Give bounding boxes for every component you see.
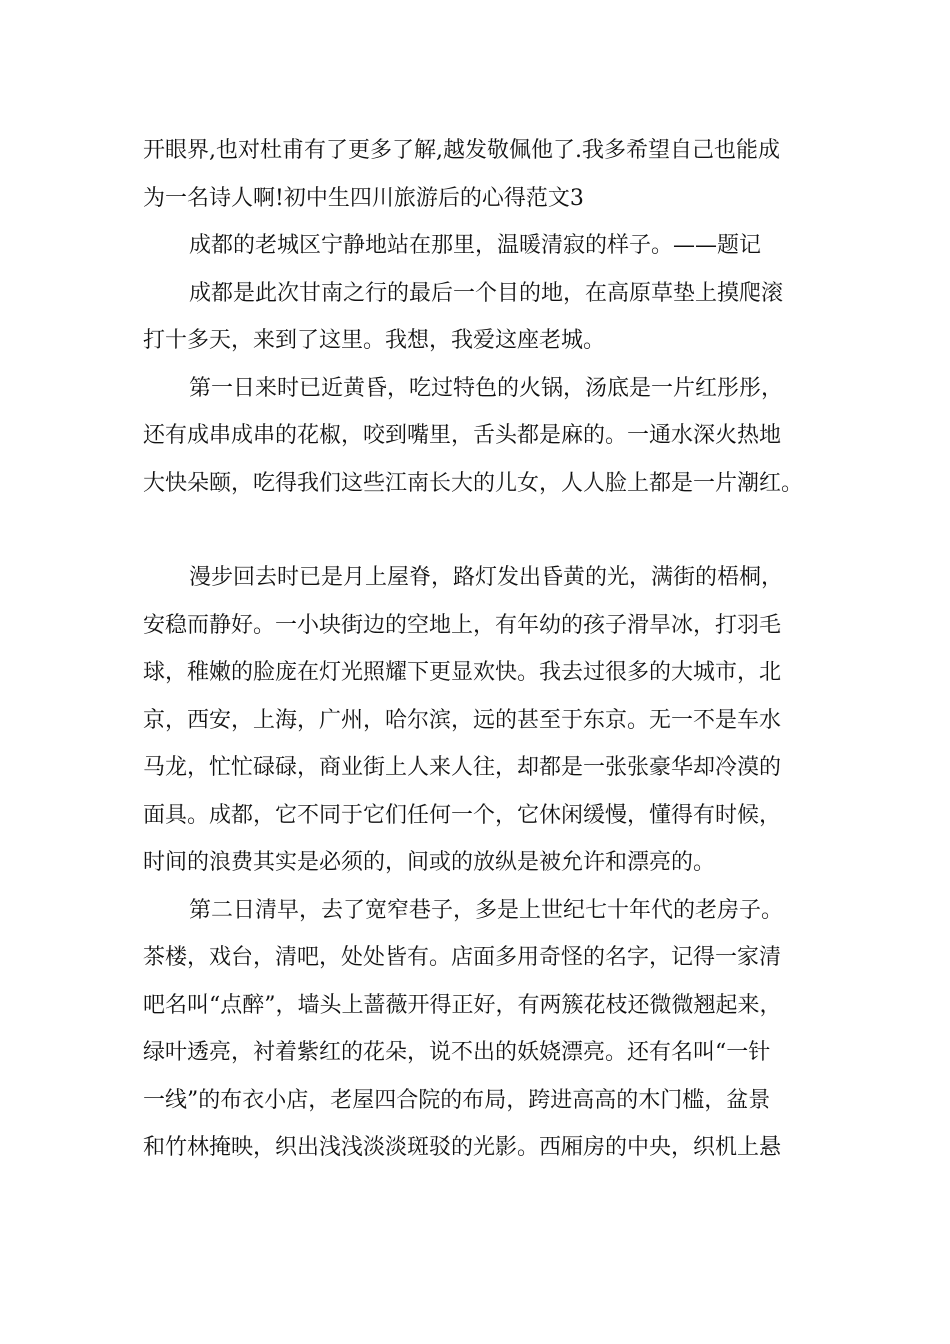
text-line: 第一日来时已近黄昏，吃过特色的火锅，汤底是一片红彤彤， bbox=[189, 375, 784, 401]
text-line: 球，稚嫩的脸庞在灯光照耀下更显欢快。我去过很多的大城市，北 bbox=[143, 660, 782, 685]
text-line: 马龙，忙忙碌碌，商业街上人来人往，却都是一张张豪华却冷漠的 bbox=[143, 755, 782, 780]
text-line: 一线”的布衣小店，老屋四合院的布局，跨进高高的木门槛，盆景 bbox=[143, 1087, 771, 1113]
text-line: 绿叶透亮，衬着紫红的花朵，说不出的妖娆漂亮。还有名叫“一针 bbox=[143, 1040, 771, 1065]
text-line: 第二日清早，去了宽窄巷子，多是上世纪七十年代的老房子。 bbox=[189, 897, 784, 923]
text-line: 开眼界,也对杜甫有了更多了解,越发敬佩他了.我多希望自己也能成 bbox=[143, 138, 780, 163]
text-section-a bbox=[143, 127, 823, 507]
text-line: 漫步回去时已是月上屋脊，路灯发出昏黄的光，满街的梧桐， bbox=[189, 565, 784, 590]
text-section-b bbox=[143, 554, 823, 1172]
text-line: 吧名叫“点醉”，墙头上蔷薇开得正好，有两簇花枝还微微翘起来， bbox=[143, 992, 782, 1018]
text-line: 还有成串成串的花椒，咬到嘴里，舌头都是麻的。一通水深火热地 bbox=[143, 423, 782, 448]
text-line: 安稳而静好。一小块街边的空地上，有年幼的孩子滑旱冰，打羽毛 bbox=[143, 612, 782, 638]
text-line: 为一名诗人啊!初中生四川旅游后的心得范文3 bbox=[143, 185, 584, 211]
text-line: 时间的浪费其实是必须的，间或的放纵是被允许和漂亮的。 bbox=[143, 850, 716, 875]
text-line: 打十多天，来到了这里。我想，我爱这座老城。 bbox=[143, 328, 606, 353]
text-line: 成都的老城区宁静地站在那里，温暖清寂的样子。——题记 bbox=[189, 233, 762, 258]
text-line: 和竹林掩映，织出浅浅淡淡斑驳的光影。西厢房的中央，织机上悬 bbox=[143, 1135, 782, 1160]
text-line: 面具。成都，它不同于它们任何一个，它休闲缓慢，懂得有时候， bbox=[143, 802, 782, 828]
text-line: 大快朵颐，吃得我们这些江南长大的儿女，人人脸上都是一片潮红。 bbox=[143, 470, 804, 496]
text-line: 成都是此次甘南之行的最后一个目的地，在高原草垫上摸爬滚 bbox=[189, 280, 784, 306]
text-line: 茶楼，戏台，清吧，处处皆有。店面多用奇怪的名字，记得一家清 bbox=[143, 945, 782, 970]
text-line: 京，西安，上海，广州，哈尔滨，远的甚至于东京。无一不是车水 bbox=[143, 707, 782, 733]
